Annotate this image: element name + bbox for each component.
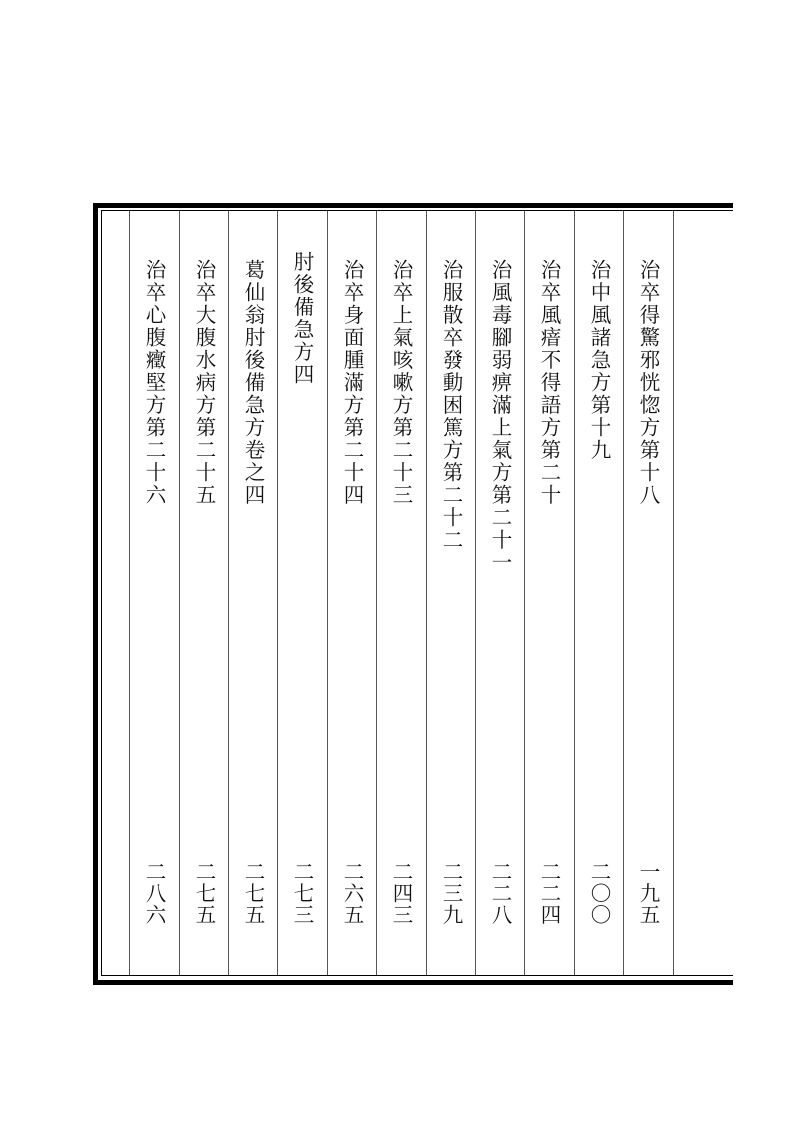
toc-entry-page: 二七五 <box>192 861 216 926</box>
toc-entry <box>377 211 425 975</box>
toc-entry-page: 二二四 <box>537 861 561 926</box>
column-rule <box>673 211 674 975</box>
toc-entry-title: 治卒大腹水病方第二十五 <box>192 259 216 507</box>
toc-entry-title: 治卒心腹癥堅方第二十六 <box>142 259 166 507</box>
toc-entry-page: 二八六 <box>142 861 166 926</box>
toc-entry <box>328 211 376 975</box>
toc-entry <box>427 211 475 975</box>
toc-section-heading <box>278 211 326 975</box>
toc-volume-title: 葛仙翁肘後備急方卷之四 <box>241 259 265 507</box>
toc-entry-page: 二七三 <box>290 861 314 926</box>
toc-entry-page: 二二八 <box>488 861 512 926</box>
toc-section-title: 肘後備急方四 <box>290 251 314 386</box>
toc-entry-page: 二六五 <box>340 861 364 926</box>
toc-entry <box>525 211 573 975</box>
toc-entry-page: 二三九 <box>439 861 463 926</box>
toc-entry-title: 治卒得驚邪恍惚方第十八 <box>636 259 660 507</box>
toc-entry-title: 治卒身面腫滿方第二十四 <box>340 259 364 507</box>
toc-entry-page: 一九五 <box>636 861 660 926</box>
toc-entry <box>180 211 228 975</box>
toc-entry-title: 治風毒腳弱痹滿上氣方第二十一 <box>488 259 512 574</box>
toc-entry-page: 二〇〇 <box>587 861 611 926</box>
toc-volume-heading <box>229 211 277 975</box>
toc-entry-title: 治卒風瘖不得語方第二十 <box>537 259 561 507</box>
toc-entry <box>624 211 672 975</box>
toc-entry <box>130 211 178 975</box>
toc-entry-title: 治服散卒發動困篤方第二十二 <box>439 259 463 552</box>
toc-entry-page: 二四三 <box>389 861 413 926</box>
toc-entry-title: 治中風諸急方第十九 <box>587 259 611 462</box>
toc-entry <box>575 211 623 975</box>
toc-entry <box>476 211 524 975</box>
toc-entry-title: 治卒上氣咳嗽方第二十三 <box>389 259 413 507</box>
toc-entry-page: 二七五 <box>241 861 265 926</box>
